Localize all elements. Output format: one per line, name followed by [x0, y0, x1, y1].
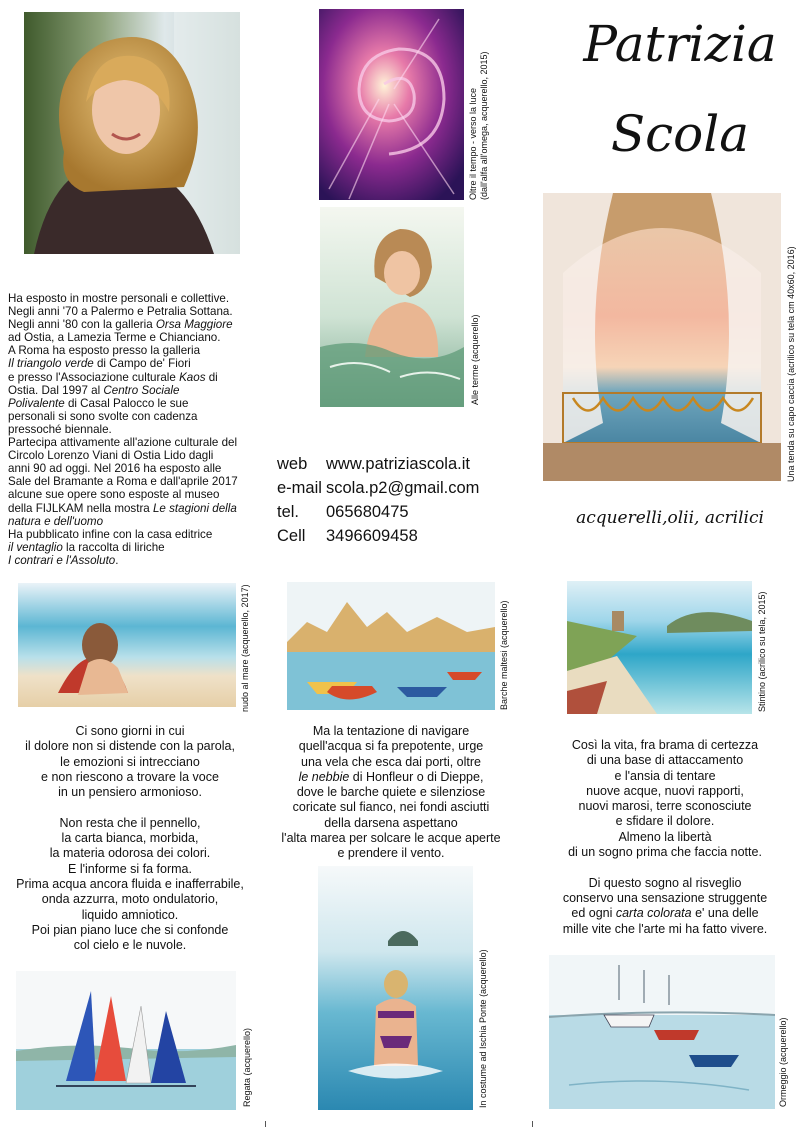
text-line: I contrari e l'Assoluto.: [8, 553, 119, 567]
artwork-tenda-capo-caccia: [543, 193, 781, 481]
artwork-nudo-al-mare: [18, 583, 236, 707]
caption-oltre-il-tempo: Oltre il tempo - verso la luce (dall'alfa all'omega, acquerello, 2015): [468, 51, 489, 200]
text-line: le nebbie di Honfleur o di Dieppe,: [298, 769, 484, 784]
web-label: web: [277, 455, 308, 473]
text-line: personali si sono svolte con cadenza: [8, 409, 198, 423]
caption-stintino: Stintino (acrilico su tela, 2015): [757, 591, 767, 712]
text-line: col cielo e le nuvole.: [73, 938, 187, 953]
text-line: Ha esposto in mostre personali e collettive.: [8, 292, 230, 305]
cell-value: 3496609458: [326, 527, 418, 545]
fold-mark-right: [532, 1121, 533, 1127]
caption-tenda: Una tenda su capo caccia (acrilico su tela cm 40x60, 2016): [786, 246, 796, 482]
text-line: nuove acque, nuovi rapporti,: [586, 783, 744, 798]
text-line: e non riescono a trovare la voce: [41, 769, 219, 784]
contact-cell: [277, 524, 537, 548]
artwork-stintino: [567, 581, 752, 714]
text-line: mille vite che l'arte mi ha fatto vivere.: [562, 921, 768, 936]
text-line: le emozioni si intrecciano: [60, 754, 200, 769]
artwork-alle-terme: [320, 207, 464, 407]
artwork-costume-ischia: [318, 866, 473, 1110]
caption-alle-terme: Alle terme (acquerello): [470, 314, 480, 405]
text-line: Ci sono giorni in cui: [75, 724, 185, 738]
poem-middle: [262, 724, 520, 862]
text-line: Negli anni '80 con la galleria Orsa Maggiore: [8, 318, 233, 332]
text-line: [5, 800, 255, 815]
text-line: Così la vita, fra brama di certezza: [571, 738, 759, 752]
text-line: Polivalente di Casal Palocco le sue: [8, 396, 189, 410]
text-line: A Roma ha esposto presso la galleria: [8, 344, 201, 358]
text-line: la carta bianca, morbida,: [61, 831, 199, 846]
text-line: liquido amniotico.: [81, 907, 179, 922]
text-line: nuovi marosi, terre sconosciute: [578, 799, 752, 814]
web-value[interactable]: www.patriziascola.it: [326, 455, 470, 473]
text-line: coricate sul fianco, nei fondi asciutti: [292, 800, 490, 815]
text-line: Circolo Lorenzo Viani di Ostia Lido dagli: [8, 449, 214, 463]
artist-first-name: Patrizia: [583, 15, 777, 73]
text-line: la materia odorosa dei colori.: [49, 846, 211, 861]
contact-web: [277, 452, 537, 476]
text-line: e prendere il vento.: [337, 846, 445, 861]
text-line: e sfidare il dolore.: [615, 814, 715, 829]
text-line: in un pensiero armonioso.: [58, 785, 202, 800]
tel-value: 065680475: [326, 503, 409, 521]
text-line: Ma la tentazione di navigare: [312, 724, 470, 738]
caption-ormeggio: Ormeggio (acquerello): [778, 1017, 788, 1107]
text-line: quell'acqua si fa prepotente, urge: [298, 739, 484, 754]
text-line: Prima acqua ancora fluida e inafferrabile,: [16, 876, 244, 891]
tel-label: tel.: [277, 503, 300, 521]
text-line: Non resta che il pennello,: [59, 815, 201, 830]
text-line: della darsena aspettano: [324, 815, 458, 830]
contact-tel: [277, 500, 537, 524]
text-line: Ostia. Dal 1997 al Centro Sociale: [8, 383, 180, 397]
text-line: il dolore non si distende con la parola,: [25, 739, 235, 754]
caption-costume: In costume ad Ischia Ponte (acquerello): [478, 949, 488, 1108]
text-line: l'alta marea per solcare le acque aperte: [281, 831, 501, 846]
text-line: pressoché biennale.: [8, 422, 112, 436]
poem-left: [5, 724, 255, 953]
email-value[interactable]: scola.p2@gmail.com: [326, 479, 480, 497]
caption-regata: Regata (acquerello): [242, 1027, 252, 1107]
text-line: ed ogni carta colorata e' una delle: [571, 906, 759, 921]
artwork-oltre-il-tempo: [319, 9, 464, 200]
text-line: di un sogno prima che faccia notte.: [568, 845, 762, 860]
text-line: conservo una sensazione struggente: [562, 890, 768, 905]
contact-email: [277, 476, 537, 500]
poem-right: [540, 738, 790, 937]
text-line: Negli anni '70 a Palermo e Petralia Sottana.: [8, 305, 233, 319]
text-line: Ha pubblicato infine con la casa editrice: [8, 527, 213, 541]
text-line: Almeno la libertà: [618, 829, 712, 844]
text-line: alcune sue opere sono esposte al museo: [8, 488, 220, 502]
text-line: onda azzurra, moto ondulatorio,: [41, 892, 219, 907]
contact-info: [277, 452, 537, 548]
email-label: e-mail: [277, 479, 322, 497]
text-line: e presso l'Associazione culturale Kaos di: [8, 370, 218, 384]
caption-nudo: nudo al mare (acquerello, 2017): [240, 584, 250, 712]
text-line: Poi pian piano luce che si confonde: [31, 922, 229, 937]
text-line: il ventaglio la raccolta di liriche: [8, 540, 165, 554]
text-line: anni 90 ad oggi. Nel 2016 ha esposto alle: [8, 462, 222, 476]
text-line: di una base di attaccamento: [586, 753, 744, 768]
fold-mark-left: [265, 1121, 266, 1127]
artist-portrait-photo: [24, 12, 240, 254]
text-line: dove le barche quiete e silenziose: [296, 785, 486, 800]
text-line: Sale del Bramante a Roma e dall'aprile 2017: [8, 475, 238, 489]
text-line: [540, 860, 790, 875]
artist-last-name: Scola: [610, 105, 750, 163]
cell-label: Cell: [277, 527, 306, 545]
artwork-regata: [16, 971, 236, 1110]
text-line: Il triangolo verde di Campo de' Fiori: [8, 357, 191, 371]
caption-barche: Barche maltesi (acquerello): [499, 600, 509, 710]
text-line: della FIJLKAM nella mostra Le stagioni della: [8, 501, 237, 515]
text-line: E l'informe si fa forma.: [68, 861, 192, 876]
artwork-barche-maltesi: [287, 582, 495, 710]
text-line: ad Ostia, a Lamezia Terme e Chianciano.: [8, 331, 221, 345]
text-line: natura e dell'uomo: [8, 514, 104, 528]
text-line: Partecipa attivamente all'azione culturale del: [8, 436, 238, 450]
text-line: Di questo sogno al risveglio: [588, 875, 742, 890]
artwork-ormeggio: [549, 955, 775, 1109]
text-line: e l'ansia di tentare: [614, 768, 716, 783]
artist-biography: [8, 292, 270, 567]
artist-tagline: acquerelli,olii, acrilici: [576, 508, 764, 528]
text-line: una vela che esca dai porti, oltre: [301, 754, 481, 769]
